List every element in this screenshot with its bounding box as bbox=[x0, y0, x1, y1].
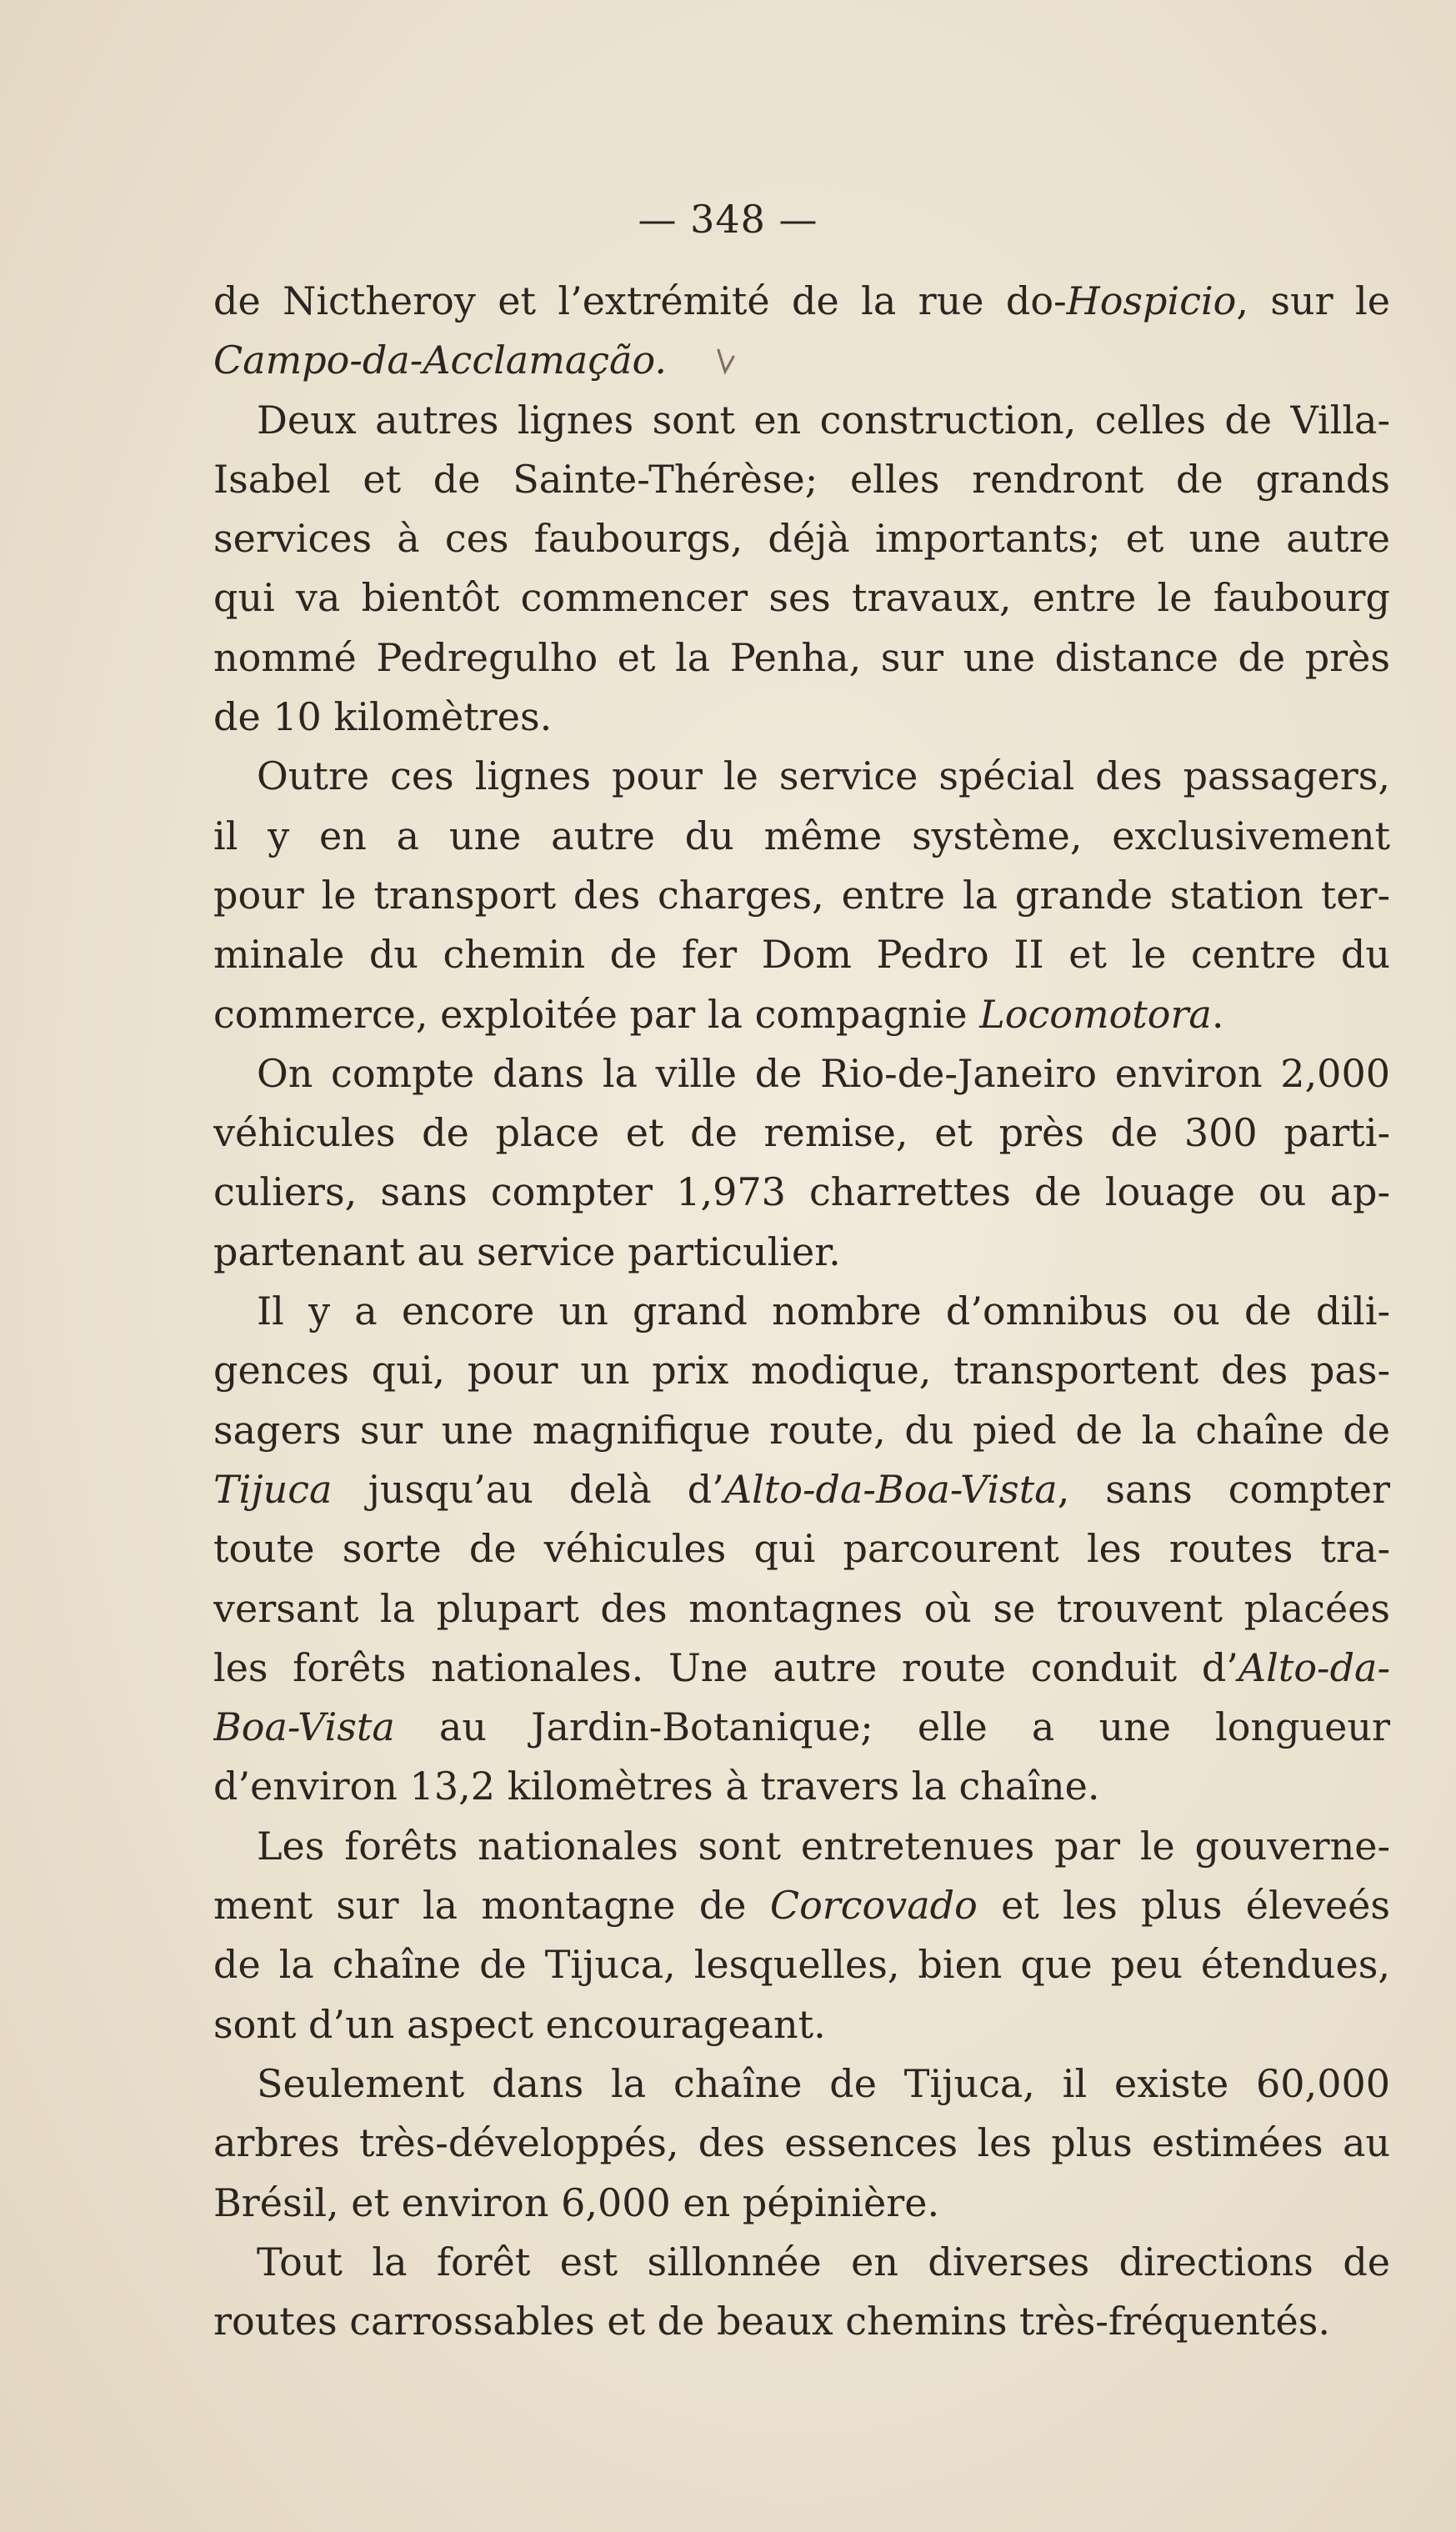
text-segment: , sans compter bbox=[1057, 1466, 1390, 1512]
text-segment: de Nictheroy et l’extrémité de la rue do- bbox=[213, 278, 1067, 323]
text-line bbox=[213, 2114, 1390, 2173]
italic-text: Campo-da-Acclamação. bbox=[213, 338, 667, 383]
text-segment: il y en a une autre du même système, exclusivement bbox=[213, 813, 1390, 858]
text-segment: partenant au service particulier. bbox=[213, 1228, 841, 1274]
text-line bbox=[213, 568, 1390, 628]
text-segment: culiers, sans compter 1,973 charrettes de louage ou ap- bbox=[213, 1169, 1390, 1215]
text-segment: Seulement dans la chaîne de Tijuca, il existe 60,000 bbox=[257, 2060, 1390, 2106]
text-line bbox=[213, 866, 1390, 925]
text-line bbox=[213, 331, 1390, 390]
text-segment: gences qui, pour un prix modique, transportent des pas- bbox=[213, 1348, 1390, 1394]
italic-text: Boa-Vista bbox=[213, 1704, 395, 1750]
text-segment: de la chaîne de Tijuca, lesquelles, bien que peu étendues, bbox=[213, 1942, 1390, 1988]
italic-text: Corcovado bbox=[769, 1883, 978, 1929]
text-line bbox=[213, 1698, 1390, 1757]
italic-text: Alto-da- bbox=[1238, 1644, 1390, 1690]
text-segment: On compte dans la ville de Rio-de-Janeiro environ 2,000 bbox=[257, 1050, 1390, 1096]
paragraph bbox=[213, 391, 1390, 748]
paragraph bbox=[213, 747, 1390, 1043]
text-segment: ment sur la montagne de bbox=[213, 1883, 770, 1929]
paragraph bbox=[213, 1282, 1390, 1817]
text-line bbox=[213, 1163, 1390, 1222]
text-line bbox=[213, 1401, 1390, 1460]
paragraph bbox=[213, 1044, 1390, 1282]
paragraph bbox=[213, 2233, 1390, 2352]
text-line bbox=[213, 807, 1390, 866]
text-segment: jusqu’au delà d’ bbox=[332, 1466, 724, 1512]
text-segment: Les forêts nationales sont entretenues par le gouverne- bbox=[257, 1823, 1390, 1869]
text-line bbox=[213, 1519, 1390, 1579]
text-line bbox=[213, 628, 1390, 688]
text-line bbox=[213, 272, 1390, 331]
italic-text: Alto-da-Boa-Vista bbox=[723, 1466, 1058, 1512]
text-line bbox=[213, 2054, 1390, 2114]
text-segment: de 10 kilomètres. bbox=[213, 694, 553, 740]
text-line bbox=[213, 1579, 1390, 1639]
text-segment: Isabel et de Sainte-Thérèse; elles rendront de grands bbox=[213, 456, 1390, 502]
text-segment: au Jardin-Botanique; elle a une longueur bbox=[394, 1704, 1390, 1750]
italic-text: Locomotora bbox=[979, 991, 1212, 1037]
text-segment: . bbox=[1211, 991, 1224, 1037]
text-segment: véhicules de place et de remise, et près de 300 parti- bbox=[213, 1110, 1390, 1156]
text-segment: routes carrossables et de beaux chemins très-fréquentés. bbox=[213, 2299, 1330, 2344]
text-line bbox=[213, 2174, 1390, 2233]
text-segment: d’environ 13,2 kilomètres à travers la chaîne. bbox=[213, 1764, 1100, 1809]
text-line bbox=[213, 1341, 1390, 1400]
text-line bbox=[213, 1044, 1390, 1103]
text-segment: , sur le bbox=[1236, 278, 1390, 323]
text-segment: pour le transport des charges, entre la grande station ter- bbox=[213, 872, 1390, 918]
text-line bbox=[213, 1876, 1390, 1935]
paragraph bbox=[213, 272, 1390, 391]
text-line bbox=[213, 1639, 1390, 1698]
text-line bbox=[213, 2233, 1390, 2292]
text-segment: nommé Pedregulho et la Penha, sur une distance de près bbox=[213, 634, 1390, 680]
text-line bbox=[213, 747, 1390, 806]
paragraph bbox=[213, 2054, 1390, 2233]
text-line bbox=[213, 985, 1390, 1044]
text-segment: sagers sur une magnifique route, du pied de la chaîne de bbox=[213, 1407, 1390, 1453]
body-text bbox=[213, 272, 1390, 2351]
text-segment: commerce, exploitée par la compagnie bbox=[213, 991, 980, 1037]
text-line bbox=[213, 1935, 1390, 1994]
italic-text: Hospicio bbox=[1066, 278, 1237, 323]
text-line bbox=[213, 1817, 1390, 1876]
text-segment: les forêts nationales. Une autre route conduit d’ bbox=[213, 1644, 1238, 1690]
italic-text: Tijuca bbox=[213, 1466, 333, 1512]
text-segment: Brésil, et environ 6,000 en pépinière. bbox=[213, 2179, 940, 2225]
text-segment: services à ces faubourgs, déjà importants; et une autre bbox=[213, 516, 1390, 562]
text-segment: Il y a encore un grand nombre d’omnibus ou de dili- bbox=[257, 1289, 1390, 1334]
text-segment: versant la plupart des montagnes où se trouvent placées bbox=[213, 1585, 1390, 1631]
text-segment: Tout la forêt est sillonnée en diverses directions de bbox=[257, 2239, 1390, 2284]
text-segment: Deux autres lignes sont en construction, celles de Villa- bbox=[257, 397, 1390, 443]
text-segment: et les plus éleveés bbox=[977, 1883, 1390, 1929]
text-line bbox=[213, 450, 1390, 509]
text-line bbox=[213, 1995, 1390, 2054]
text-line bbox=[213, 2292, 1390, 2351]
text-segment: arbres très-développés, des essences les plus estimées au bbox=[213, 2120, 1390, 2166]
text-line bbox=[213, 391, 1390, 450]
text-segment: minale du chemin de fer Dom Pedro II et le centre du bbox=[213, 932, 1390, 978]
paragraph bbox=[213, 1817, 1390, 2054]
text-line bbox=[213, 925, 1390, 984]
text-segment: Outre ces lignes pour le service spécial des passagers, bbox=[257, 753, 1390, 799]
text-line bbox=[213, 509, 1390, 568]
text-line bbox=[213, 1282, 1390, 1341]
page-number: — 348 — bbox=[638, 197, 818, 242]
text-line bbox=[213, 1757, 1390, 1816]
text-line bbox=[213, 688, 1390, 747]
text-line bbox=[213, 1103, 1390, 1163]
text-segment: toute sorte de véhicules qui parcourent les routes tra- bbox=[213, 1526, 1390, 1572]
text-segment: qui va bientôt commencer ses travaux, entre le faubourg bbox=[213, 575, 1390, 621]
text-line bbox=[213, 1223, 1390, 1282]
text-segment: sont d’un aspect encourageant. bbox=[213, 2001, 826, 2047]
text-line bbox=[213, 1460, 1390, 1519]
